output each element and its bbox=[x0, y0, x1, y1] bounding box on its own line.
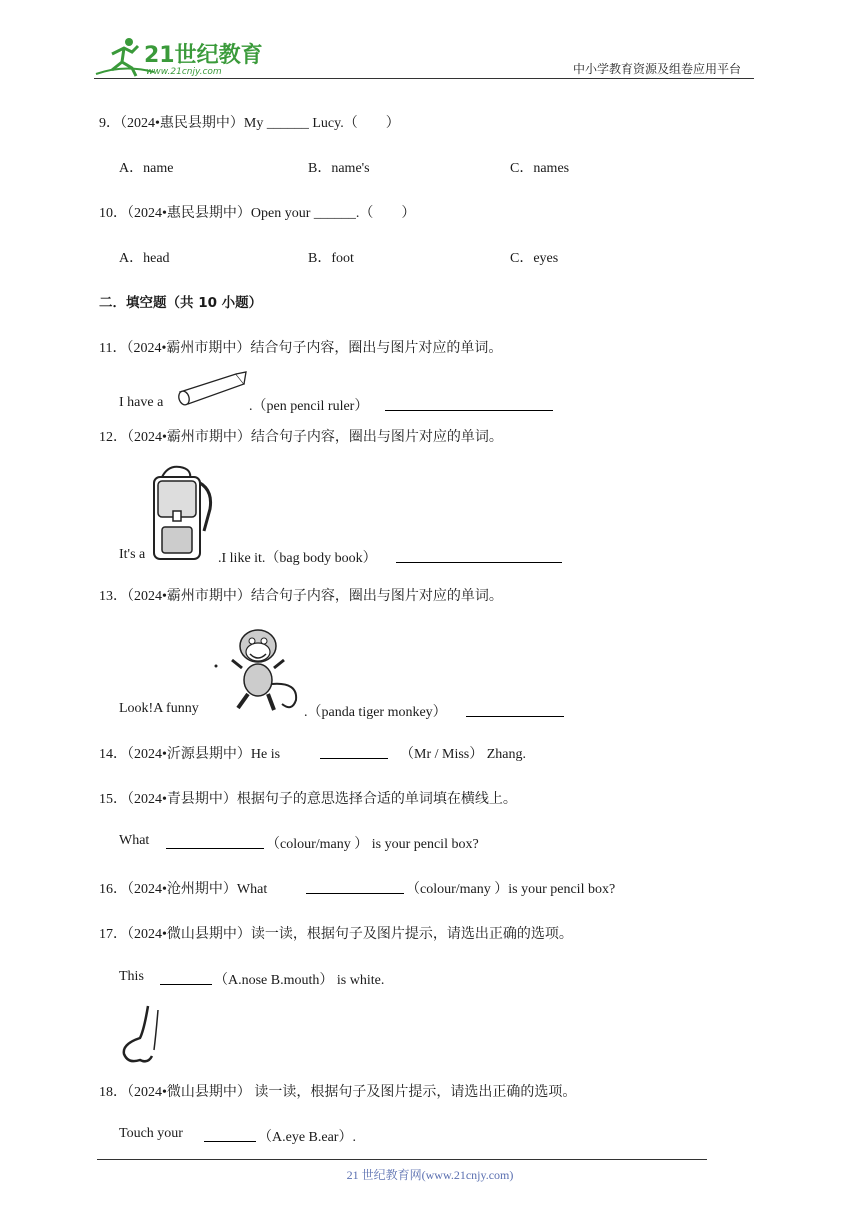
question-11-after: .（pen pencil ruler） bbox=[249, 399, 369, 414]
question-11-stem: 11．（2024•霸州市期中）结合句子内容，圈出与图片对应的单词。 bbox=[99, 341, 503, 356]
question-18-after: （A.eye B.ear）. bbox=[258, 1130, 356, 1145]
footer-divider bbox=[97, 1159, 707, 1160]
question-10-option-a[interactable]: A．head bbox=[119, 251, 170, 266]
question-15-before: What bbox=[119, 833, 150, 848]
schoolbag-image bbox=[146, 465, 216, 561]
question-13-answer-blank[interactable] bbox=[466, 704, 564, 717]
pencil-image bbox=[174, 370, 248, 408]
question-18-stem: 18．（2024•微山县期中） 读一读，根据句子及图片提示，请选出正确的选项。 bbox=[99, 1085, 577, 1100]
question-17-answer-blank[interactable] bbox=[160, 972, 212, 985]
nose-image bbox=[118, 1004, 166, 1066]
question-9-stem: 9．（2024•惠民县期中）My ______ Lucy.（ ） bbox=[99, 116, 400, 131]
question-12-stem: 12．（2024•霸州市期中）结合句子内容，圈出与图片对应的单词。 bbox=[99, 430, 503, 445]
footer-text[interactable]: 21 世纪教育网(www.21cnjy.com) bbox=[346, 1168, 514, 1182]
svg-text:21世纪教育: 21世纪教育 bbox=[144, 43, 263, 68]
question-10-stem: 10．（2024•惠民县期中）Open your ______.（ ） bbox=[99, 206, 416, 221]
question-18-answer-blank[interactable] bbox=[204, 1129, 256, 1142]
question-13-stem: 13．（2024•霸州市期中）结合句子内容，圈出与图片对应的单词。 bbox=[99, 589, 503, 604]
header-divider bbox=[94, 78, 754, 79]
question-13-before: Look!A funny bbox=[119, 701, 199, 716]
svg-text:www.21cnjy.com: www.21cnjy.com bbox=[146, 67, 222, 77]
question-17-after: （A.nose B.mouth） is white. bbox=[214, 973, 385, 988]
question-16-answer-blank[interactable] bbox=[306, 881, 404, 894]
question-13-after: .（panda tiger monkey） bbox=[304, 705, 447, 720]
question-15-answer-blank[interactable] bbox=[166, 836, 264, 849]
question-10-option-c[interactable]: C．eyes bbox=[510, 251, 559, 266]
question-10-option-b[interactable]: B．foot bbox=[308, 251, 354, 266]
question-18-before: Touch your bbox=[119, 1126, 183, 1141]
runner-logo-icon bbox=[94, 34, 264, 78]
header-platform-text: 中小学教育资源及组卷应用平台 bbox=[573, 62, 742, 76]
question-9-option-b[interactable]: B．name's bbox=[308, 161, 370, 176]
question-12-answer-blank[interactable] bbox=[396, 550, 562, 563]
question-14-stem: 14．（2024•沂源县期中）He is bbox=[99, 747, 281, 762]
question-15-after: （colour/many ） is your pencil box? bbox=[266, 837, 479, 852]
question-16-stem: 16．（2024•沧州期中）What bbox=[99, 882, 268, 897]
site-logo bbox=[94, 34, 264, 78]
question-17-before: This bbox=[119, 969, 144, 984]
question-11-before: I have a bbox=[119, 395, 164, 410]
monkey-image bbox=[212, 624, 306, 716]
question-14-after: （Mr / Miss） Zhang. bbox=[400, 747, 526, 762]
question-14-answer-blank[interactable] bbox=[320, 746, 388, 759]
section-2-heading: 二．填空题（共 10 小题） bbox=[99, 295, 263, 311]
question-12-before: It's a bbox=[119, 547, 146, 562]
question-16-after: （colour/many ）is your pencil box? bbox=[406, 882, 616, 897]
question-12-after: .I like it.（bag body book） bbox=[218, 551, 377, 566]
question-15-stem: 15．（2024•青县期中）根据句子的意思选择合适的单词填在横线上。 bbox=[99, 792, 517, 807]
question-9-option-c[interactable]: C．names bbox=[510, 161, 570, 176]
question-9-option-a[interactable]: A．name bbox=[119, 161, 174, 176]
question-11-answer-blank[interactable] bbox=[385, 398, 553, 411]
question-17-stem: 17．（2024•微山县期中）读一读，根据句子及图片提示，请选出正确的选项。 bbox=[99, 927, 573, 942]
